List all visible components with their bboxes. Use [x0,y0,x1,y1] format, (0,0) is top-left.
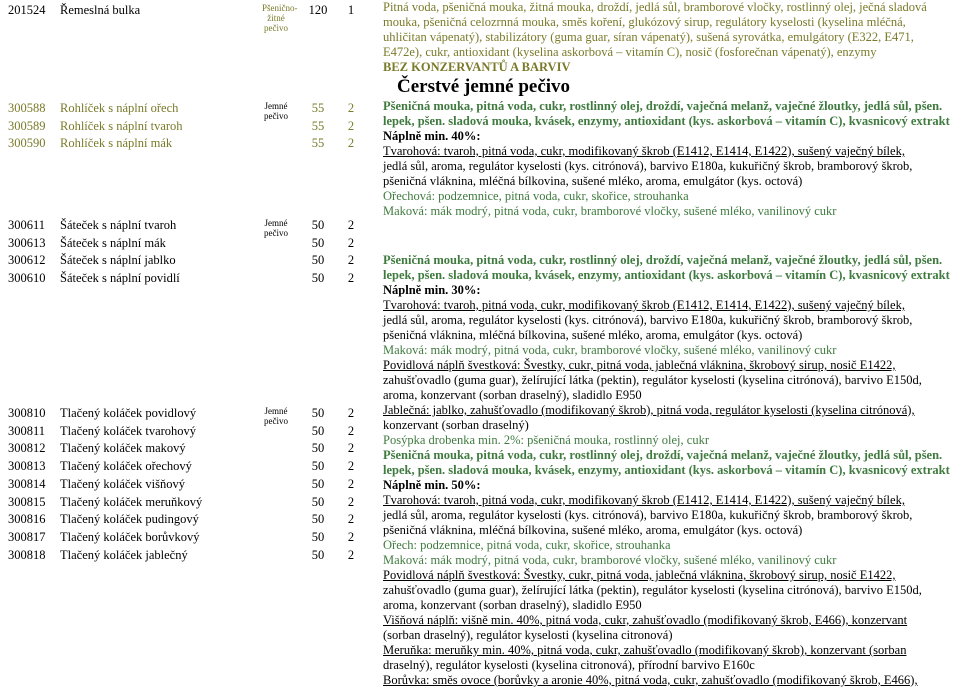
product-pieces: 2 [347,406,355,420]
satecek-line: Tvarohová: tvaroh, pitná voda, cukr, modifikovaný škrob (E1412, E1414, E1422), sušený vaječný bílek, [383,298,905,312]
product-weight: 120 [308,3,328,17]
product-pieces: 1 [347,3,355,17]
product-weight: 50 [311,235,325,250]
product-weight: 55 [311,118,325,133]
product-pieces: 2 [347,494,355,509]
product-pieces: 2 [347,218,355,232]
product-name: Řemeslná bulka [60,3,141,17]
product-name: Tlačený koláček ořechový [60,459,192,474]
product-code: 300816 [8,512,46,527]
product-weight: 50 [311,494,325,509]
kolacek-line: draselný), regulátor kyselosti (kyselina citronová), přírodní barvivo E160c [383,658,755,672]
kolacek-line: Povidlová náplň švestková: Švestky, cukr, pitná voda, jablečná vláknina, škrobový sirup, nosič E1422, [383,568,896,582]
satecek-line: Pšeničná mouka, pitná voda, cukr, rostlinný olej, droždí, vaječná melanž, vaječné žloutky, jedlá sůl, pšen. [383,253,943,267]
product-code: 300811 [8,423,46,438]
product-name: Tlačený koláček višňový [60,476,185,491]
ingredients-bulka-line-2: mouka, pšeničná celozrnná mouka, směs koření, glukózový sirup, regulátory kyselosti (kyselina mléčná, [383,15,906,29]
product-code: 300813 [8,459,46,474]
ingredients-bulka-line-4: E472e), cukr, antioxidant (kyselina askorbová – vitamín C), nosič (fosforečnan vápenatý), enzymy [383,45,877,59]
kolacek-line: jedlá sůl, aroma, regulátor kyselosti (kys. citrónová), barvivo E180a, kukuřičný škrob, bramborový škrob, [383,508,913,522]
kolacek-line: Náplně min. 50%: [383,478,481,492]
product-pieces: 2 [347,423,355,438]
product-code: 300613 [8,235,46,250]
product-pieces: 2 [347,253,355,268]
product-weight: 55 [311,101,325,115]
satecek-line: zahušťovadlo (guma guar), želírující látka (pektin), regulátor kyselosti (kyselina citrónová), barvivo E150d, [383,373,922,387]
ingredients-bulka-line-3: uhličitan vápenatý), stabilizátory (guma guar, síran vápenatý), sušená syrovátka, emulgátory (E322, E471, [383,30,914,44]
kolacek-line: Meruňka: meruňky min. 40%, pitná voda, cukr, zahušťovadlo (modifikovaný škrob), konzervant (sorban [383,643,907,657]
product-name: Šáteček s náplní mák [60,235,166,250]
product-weight: 50 [311,459,325,474]
product-code: 300590 [8,136,46,151]
kolacek-line: lepek, pšen. sladová mouka, kvásek, enzymy, antioxidant (kys. askorbová – vitamín C), kvasnicový extrakt [383,463,950,477]
product-pieces: 2 [347,118,355,133]
product-weight: 50 [311,218,325,232]
product-code: 300810 [8,406,46,420]
product-pieces: 2 [347,136,355,151]
product-pieces: 2 [347,547,355,562]
kolacek-line: Ořech: podzemnice, pitná voda, cukr, skořice, strouhanka [383,538,671,552]
product-code: 300589 [8,118,46,133]
product-weight: 50 [311,271,325,286]
ingredients-satecek [383,253,955,448]
kolacek-line: Višňová náplň: višně min. 40%, pitná voda, cukr, zahušťovadlo (modifikovaný škrob, E466), konzervant [383,613,908,627]
product-name: Tlačený koláček jablečný [60,547,188,562]
product-pieces: 2 [347,101,355,115]
product-name: Tlačený koláček makový [60,441,186,456]
product-code: 300610 [8,271,46,286]
product-name: Tlačený koláček povidlový [60,406,197,420]
product-weight: 55 [311,136,325,151]
product-name: Rohlíček s náplní mák [60,136,173,151]
rohlicek-line: jedlá sůl, aroma, regulátor kyselosti (kys. citrónová), barvivo E180a, kukuřičný škrob, bramborový škrob, [383,159,913,173]
product-group-label: Pšenično-žitné pečivo [262,3,298,33]
ingredients-bulka-line-1: Pitná voda, pšeničná mouka, žitná mouka, droždí, jedlá sůl, bramborové vločky, rostlinný olej, ječná sladová [383,0,927,14]
product-pieces: 2 [347,271,355,286]
satecek-line: lepek, pšen. sladová mouka, kvásek, enzymy, antioxidant (kys. askorbová – vitamín C), kvasnicový extrakt [383,268,950,282]
kolacek-line: pšeničná vláknina, mléčná bílkovina, sušené mléko, aroma, emulgátor (kys. octová) [383,523,803,537]
product-weight: 50 [311,529,325,544]
product-code: 300588 [8,101,46,115]
ingredients-rohlicek [383,99,955,219]
product-code: 300815 [8,494,46,509]
product-group-label: Jemné pečivo [264,218,288,238]
product-pieces: 2 [347,459,355,474]
rohlicek-line: Ořechová: podzemnice, pitná voda, cukr, skořice, strouhanka [383,189,689,203]
ingredients-column [383,0,955,688]
product-pieces: 2 [347,529,355,544]
product-code: 300612 [8,253,46,268]
kolacek-line: (sorban draselný), regulátor kyselosti (kyselina citronová) [383,628,673,642]
product-code: 300818 [8,547,46,562]
rohlicek-line: Pšeničná mouka, pitná voda, cukr, rostlinný olej, droždí, vaječná melanž, vaječné žloutky, jedlá sůl, pšen. [383,99,943,113]
rohlicek-line: Maková: mák modrý, pitná voda, cukr, bramborové vločky, sušené mléko, vanilinový cukr [383,204,837,218]
product-code: 201524 [8,3,46,17]
product-pieces: 2 [347,512,355,527]
rohlicek-line: Tvarohová: tvaroh, pitná voda, cukr, modifikovaný škrob (E1412, E1414, E1422), sušený vaječný bílek, [383,144,905,158]
product-weight: 50 [311,476,325,491]
rohlicek-line: pšeničná vláknina, mléčná bílkovina, sušené mléko, aroma, emulgátor (kys. octová) [383,174,803,188]
product-group-label: Jemné pečivo [264,406,288,426]
satecek-line: Povidlová náplň švestková: Švestky, cukr, pitná voda, jablečná vláknina, škrobový sirup, nosič E1422, [383,358,896,372]
kolacek-line: Maková: mák modrý, pitná voda, cukr, bramborové vločky, sušené mléko, vanilinový cukr [383,553,837,567]
product-name: Rohlíček s náplní ořech [60,101,179,115]
kolacek-line: zahušťovadlo (guma guar), želírující látka (pektin), regulátor kyselosti (kyselina citrónová), barvivo E150d, [383,583,922,597]
satecek-line: Posýpka drobenka min. 2%: pšeničná mouka, rostlinný olej, cukr [383,433,709,447]
product-name: Tlačený koláček borůvkový [60,529,200,544]
product-name: Šáteček s náplní povidlí [60,271,180,286]
product-code: 300814 [8,476,46,491]
product-name: Tlačený koláček pudingový [60,512,199,527]
kolacek-line: Pšeničná mouka, pitná voda, cukr, rostlinný olej, droždí, vaječná melanž, vaječné žloutky, jedlá sůl, pšen. [383,448,943,462]
product-pieces: 2 [347,441,355,456]
bulka-no-preservatives: BEZ KONZERVANTŮ A BARVIV [383,60,571,74]
product-name: Šáteček s náplní jablko [60,253,176,268]
product-code: 300812 [8,441,46,456]
satecek-line: Maková: mák modrý, pitná voda, cukr, bramborové vločky, sušené mléko, vanilinový cukr [383,343,837,357]
satecek-line: aroma, konzervant (sorban draselný), sladidlo E950 [383,388,642,402]
kolacek-line: Tvarohová: tvaroh, pitná voda, cukr, modifikovaný škrob (E1412, E1414, E1422), sušený vaječný bílek, [383,493,905,507]
product-weight: 50 [311,441,325,456]
product-code: 300611 [8,218,46,232]
product-weight: 50 [311,512,325,527]
product-pieces: 2 [347,235,355,250]
product-weight: 50 [311,423,325,438]
satecek-line: konzervant (sorban draselný) [383,418,529,432]
product-name: Šáteček s náplní tvaroh [60,218,177,232]
product-pieces: 2 [347,476,355,491]
product-weight: 50 [311,406,325,420]
section-heading: Čerstvé jemné pečivo [397,76,571,97]
product-name: Tlačený koláček meruňkový [60,494,203,509]
ingredients-kolacek [383,448,955,688]
product-weight: 50 [311,547,325,562]
kolacek-line: Borůvka: směs ovoce (borůvky a aronie 40%, pitná voda, cukr, zahušťovadlo (modifikovaný škrob, E466), [383,673,918,687]
product-weight: 50 [311,253,325,268]
product-name: Rohlíček s náplní tvaroh [60,118,183,133]
kolacek-line: aroma, konzervant (sorban draselný), sladidlo E950 [383,598,642,612]
product-name: Tlačený koláček tvarohový [60,423,197,438]
rohlicek-line: Náplně min. 40%: [383,129,481,143]
satecek-line: pšeničná vláknina, mléčná bílkovina, sušené mléko, aroma, emulgátor (kys. octová) [383,328,803,342]
satecek-line: Náplně min. 30%: [383,283,481,297]
satecek-line: Jablečná: jablko, zahušťovadlo (modifikovaný škrob), pitná voda, regulátor kyselosti (kyselina citrónová), [383,403,915,417]
product-group-label: Jemné pečivo [264,101,288,121]
satecek-line: jedlá sůl, aroma, regulátor kyselosti (kys. citrónová), barvivo E180a, kukuřičný škrob, bramborový škrob, [383,313,913,327]
rohlicek-line: lepek, pšen. sladová mouka, kvásek, enzymy, antioxidant (kys. askorbová – vitamín C), kvasnicový extrakt [383,114,950,128]
product-code: 300817 [8,529,46,544]
